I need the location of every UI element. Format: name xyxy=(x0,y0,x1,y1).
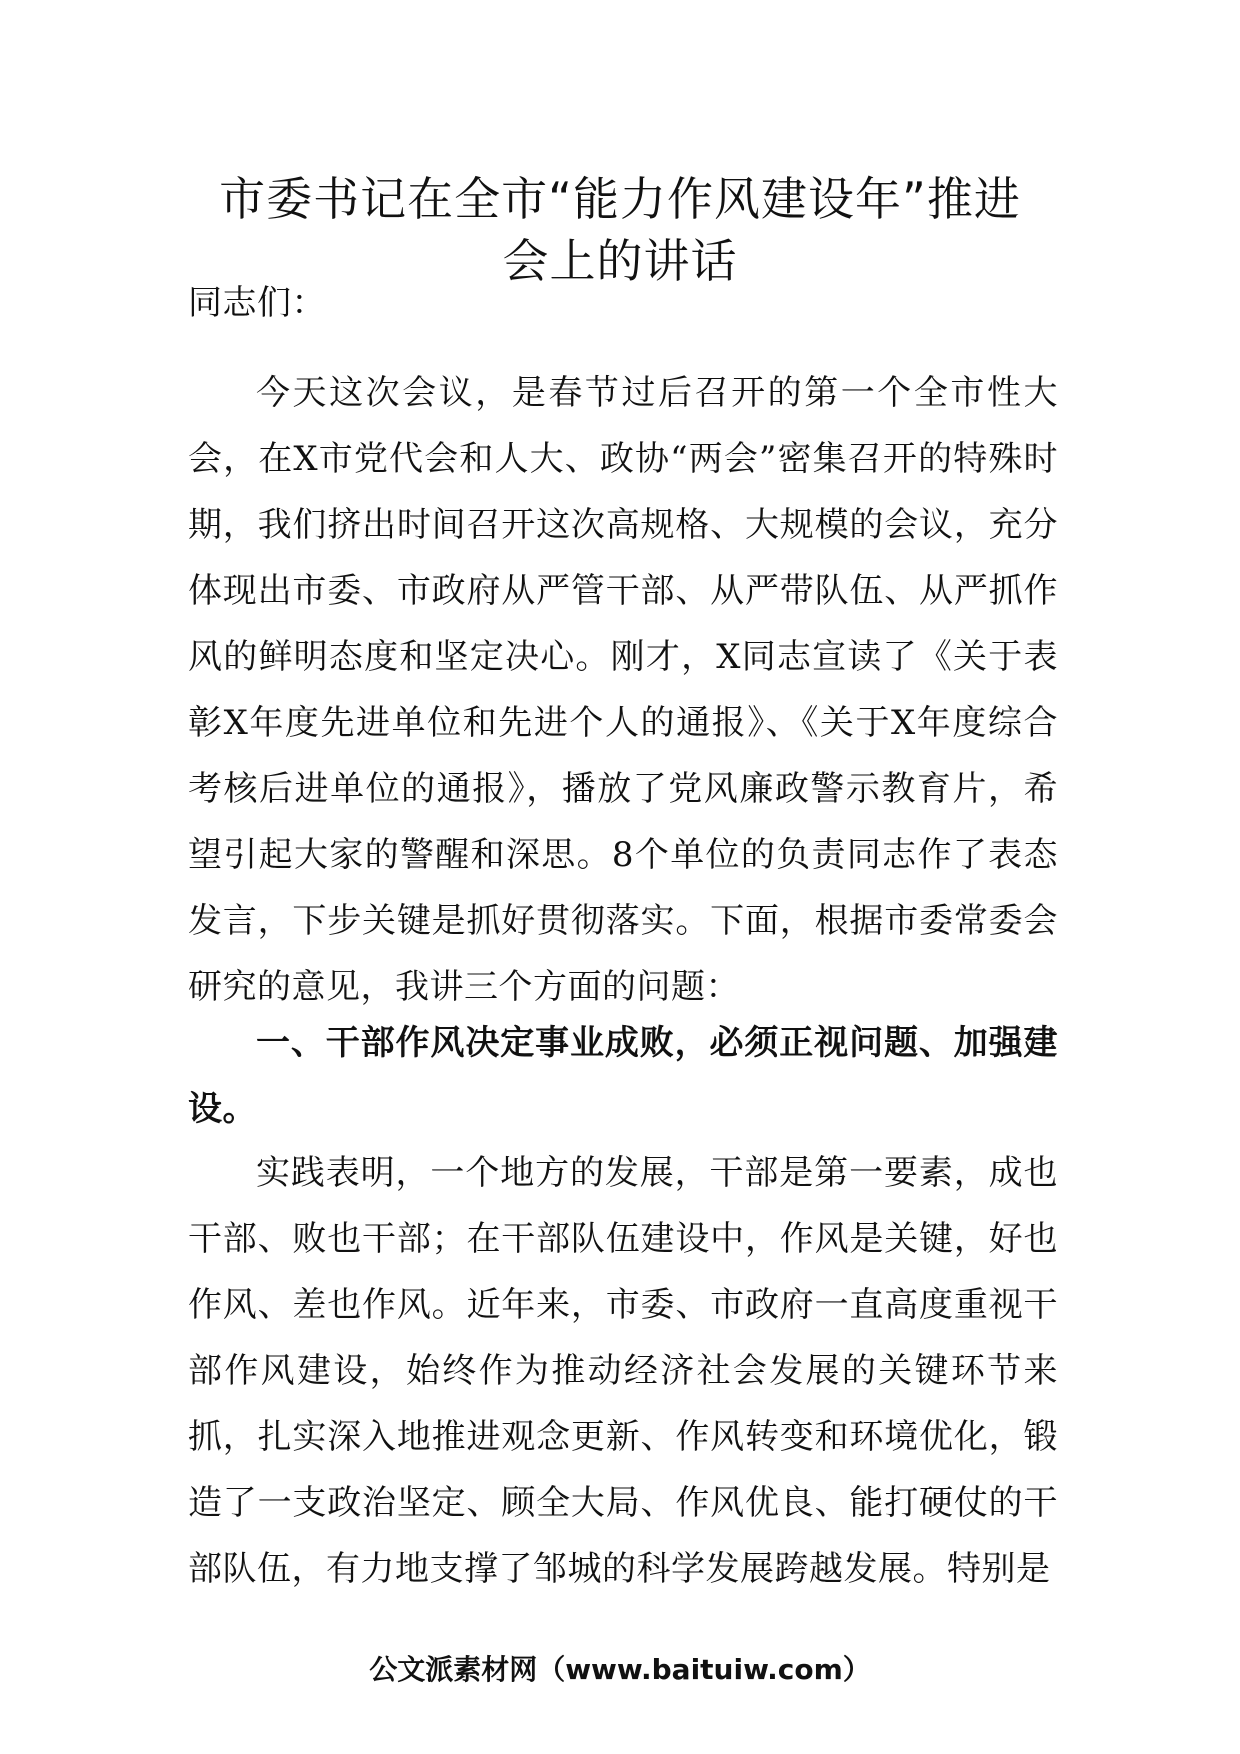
paragraph-2: 实践表明，一个地方的发展，干部是第一要素，成也干部、败也干部；在干部队伍建设中，作风是关键，好也作风、差也作风。近年来，市委、市政府一直高度重视干部作风建设，始终作为推动经济社会发展的关键环节来抓，扎实深入地推进观念更新、作风转变和环境优化，锻造了一支政治坚定、顾全大局、作风优良、能打硬仗的干部队伍，有力地支撑了邹城的科学发展跨越发展。特别是 xyxy=(188,1153,1058,1589)
salutation: 同志们： xyxy=(188,283,326,323)
section-heading-1: 一、干部作风决定事业成败，必须正视问题、加强建设。 xyxy=(188,1023,1058,1129)
paragraph-1: 今天这次会议，是春节过后召开的第一个全市性大会，在X市党代会和人大、政协“两会”密集召开的特殊时期，我们挤出时间召开这次高规格、大规模的会议，充分体现出市委、市政府从严管干部、从严带队伍、从严抓作风的鲜明态度和坚定决心。刚才，X同志宣读了《关于表彰X年度先进单位和先进个人的通报》、《关于X年度综合考核后进单位的通报》，播放了党风廉政警示教育片，希望引起大家的警醒和深思。8个单位的负责同志作了表态发言，下步关键是抓好贯彻落实。下面，根据市委常委会研究的意见，我讲三个方面的问题： xyxy=(188,373,1058,1007)
document-title-line2: 会上的讲话 xyxy=(502,234,738,288)
footer-watermark: 公文派素材网（www.baituiw.com） xyxy=(369,1653,871,1686)
document-title-line1: 市委书记在全市“能力作风建设年”推进 xyxy=(219,172,1021,226)
